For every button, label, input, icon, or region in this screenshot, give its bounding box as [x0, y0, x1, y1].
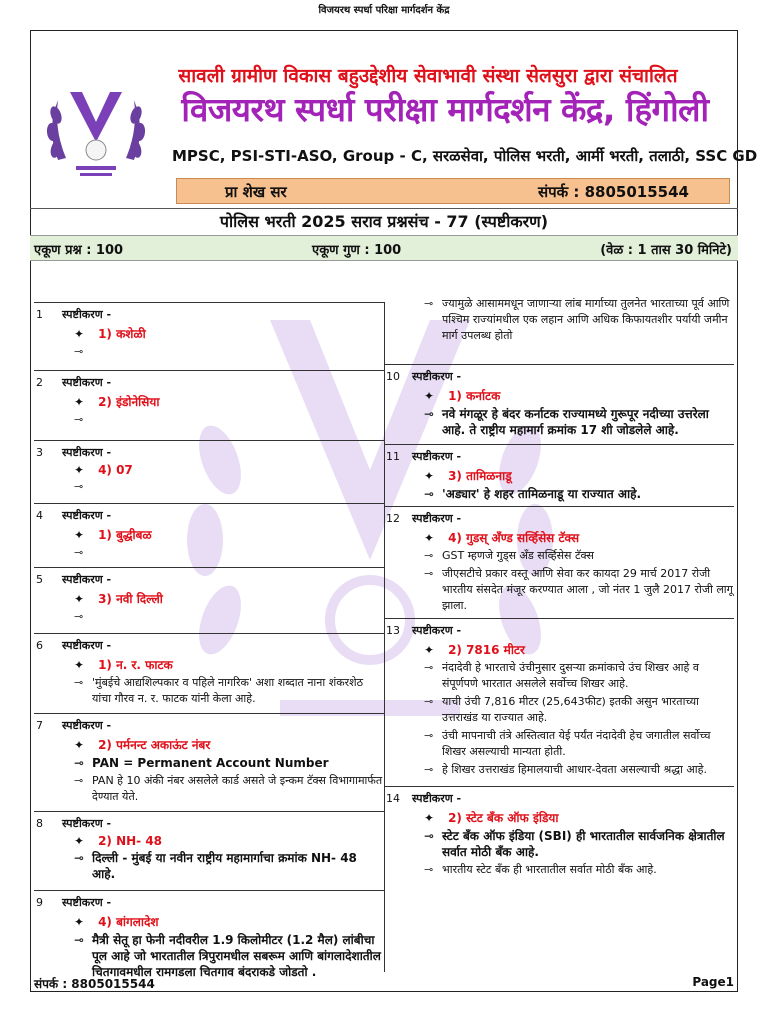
- bullet-icon: ⊸: [424, 661, 434, 674]
- question-number: 2: [36, 376, 43, 389]
- explanation-text: उंची मापनाची तंत्रे अस्तित्वात येई पर्यंत नंदादेवी हेच जगातील सर्वोच्च शिखर असल्याची मान्यता होती.: [442, 729, 711, 758]
- explanation-heading: स्पष्टीकरण -: [412, 450, 462, 463]
- answer: [424, 529, 734, 546]
- bullet-icon: ⊸: [424, 567, 434, 580]
- answer-text: 1) बुद्धीबळ: [98, 528, 152, 542]
- bullet-icon: ⊸: [424, 487, 435, 501]
- organization-subtitle: सावली ग्रामीण विकास बहुउद्देशीय सेवाभावी संस्था सेलसुरा द्वारा संचालित: [178, 65, 678, 87]
- explanation-text: मैत्री सेतू हा फेनी नदीवरील 1.9 किलोमीटर (1.2 मैल) लांबीचा पूल आहे जो भारतातील त्रिपुरामधील सबरूम आणि बांगलादेशातील चितगावमधील रामगडला चितगाव बंदराकडे जोडतो .: [92, 933, 381, 979]
- center-title: विजयरथ स्पर्धा परीक्षा मार्गदर्शन केंद्र, हिंगोली: [181, 90, 709, 129]
- bullet-icon: ⊸: [424, 407, 435, 421]
- question-block: [384, 786, 734, 884]
- bullet-icon: ⊸: [424, 695, 434, 708]
- explanation-point: [424, 566, 734, 614]
- question-block: [34, 567, 384, 633]
- explanation-text: 'अड्यार' हे शहर तामिळनाडू या राज्यात आहे.: [442, 487, 642, 501]
- answer-text: 2) इंडोनेसिया: [98, 395, 160, 409]
- explanation-point: [74, 479, 384, 495]
- explanation-point: [424, 728, 734, 760]
- explanation-heading: स्पष्टीकरण -: [62, 639, 112, 652]
- answer: [74, 913, 384, 930]
- answer-marker-icon: ✦: [74, 738, 85, 752]
- bullet-icon: ⊸: [74, 610, 84, 623]
- explanation-text: नंदादेवी हे भारताचे उंचीनुसार दुसऱ्या क्रमांकाचे उंच शिखर आहे व संपूर्णपणे भारतात असलेले सर्वोच्च शिखर आहे.: [442, 661, 699, 690]
- answer: [74, 656, 384, 673]
- bullet-icon: ⊸: [74, 933, 85, 947]
- answer-text: 2) NH- 48: [98, 834, 163, 848]
- question-number: 6: [36, 639, 43, 652]
- answer-text: 2) स्टेट बँक ऑफ इंडिया: [448, 811, 559, 825]
- question-number: 5: [36, 573, 43, 586]
- answer: [74, 590, 384, 607]
- explanation-text: GST म्हणजे गुड्स अँड सर्व्हिसेस टॅक्स: [442, 549, 594, 562]
- question-number: 9: [36, 896, 43, 909]
- answer-marker-icon: ✦: [424, 469, 435, 483]
- explanation-point: [424, 694, 734, 726]
- teacher-name: प्रा शेख सर: [225, 183, 287, 201]
- explanation-text: जीएसटीचे प्रकार वस्तू आणि सेवा कर कायदा 29 मार्च 2017 रोजी भारतीय संसदेत मंजूर करण्यात आला , जो नंतर 1 जुलै 2017 रोजी लागू झाला.: [442, 567, 733, 612]
- explanation-text: याची उंची 7,816 मीटर (25,643फीट) इतकी असुन भारताच्या उत्तराखंड या राज्यात आहे.: [442, 695, 700, 724]
- question-number: 7: [36, 719, 43, 732]
- question-number: 13: [386, 624, 400, 637]
- explanation-heading: स्पष्टीकरण -: [62, 719, 112, 732]
- title-divider: [30, 208, 738, 209]
- answer-text: 2) पर्मनन्ट अकाऊंट नंबर: [98, 738, 211, 752]
- bullet-icon: ⊸: [74, 676, 84, 689]
- answer-text: 4) 07: [98, 463, 133, 477]
- question-number: 10: [386, 370, 400, 383]
- right-column: [384, 297, 734, 884]
- page-number: Page1: [692, 975, 734, 989]
- answer-marker-icon: ✦: [74, 327, 85, 341]
- answer: [74, 736, 384, 753]
- answer-text: 2) 7816 मीटर: [448, 643, 525, 657]
- bullet-icon: ⊸: [424, 549, 434, 562]
- bullet-icon: ⊸: [424, 297, 434, 310]
- question-number: 4: [36, 509, 43, 522]
- answer: [74, 463, 384, 477]
- bullet-icon: ⊸: [424, 729, 434, 742]
- time-limit: (वेळ : 1 तास 30 मिनिटे): [600, 243, 732, 258]
- question-number: 8: [36, 817, 43, 830]
- explanation-heading: स्पष्टीकरण -: [62, 446, 112, 459]
- explanation-text: स्टेट बँक ऑफ इंडिया (SBI) ही भारतातील सार्वजनिक क्षेत्रातील सर्वात मोठी बँक आहे.: [442, 829, 725, 859]
- answer: [74, 393, 384, 410]
- answer: [424, 387, 734, 404]
- continuation-point: [424, 296, 734, 344]
- answer: [424, 641, 734, 658]
- answer-text: 1) कर्नाटक: [448, 389, 501, 403]
- bullet-icon: ⊸: [424, 763, 434, 776]
- explanation-text: भारतीय स्टेट बँक ही भारतातील सर्वात मोठी बँक आहे.: [442, 863, 657, 876]
- explanation-point: [74, 932, 384, 980]
- explanation-point: [424, 660, 734, 692]
- explanation-heading: स्पष्टीकरण -: [412, 370, 462, 383]
- explanation-point: [74, 412, 384, 428]
- answer-marker-icon: ✦: [424, 811, 435, 825]
- explanation-point: [74, 545, 384, 561]
- bullet-icon: ⊸: [74, 413, 84, 426]
- right-question-list: [384, 364, 734, 884]
- answer: [74, 834, 384, 848]
- question-number: 12: [386, 512, 400, 525]
- explanation-heading: स्पष्टीकरण -: [62, 308, 112, 321]
- answer-text: 4) बांगलादेश: [98, 915, 159, 929]
- question-block: [384, 364, 734, 444]
- explanation-point: [424, 406, 734, 438]
- explanation-heading: स्पष्टीकरण -: [62, 376, 112, 389]
- answer: [424, 467, 734, 484]
- answer-marker-icon: ✦: [74, 915, 85, 929]
- explanation-text: PAN हे 10 अंकी नंबर असलेले कार्ड असते जे इन्कम टॅक्स विभागामार्फत देण्यात येते.: [92, 774, 383, 803]
- explanation-text: नवे मंगळूर हे बंदर कर्नाटक राज्यामध्ये गुरूपूर नदीच्या उत्तरेला आहे. ते राष्ट्रीय महामार्ग क्रमांक 17 शी जोडलेले आहे.: [442, 407, 709, 437]
- bullet-icon: ⊸: [74, 774, 84, 787]
- teacher-contact: संपर्क : 8805015544: [538, 183, 689, 201]
- answer-text: 3) नवी दिल्ली: [98, 592, 163, 606]
- bullet-icon: ⊸: [424, 863, 434, 876]
- explanation-heading: स्पष्टीकरण -: [412, 792, 462, 805]
- explanation-text: हे शिखर उत्तराखंड हिमालयाची आधार-देवता असल्याची श्रद्धा आहे.: [442, 763, 707, 776]
- total-questions: एकूण प्रश्न : 100: [34, 243, 124, 258]
- explanation-point: [74, 850, 384, 882]
- explanation-point: [74, 755, 384, 771]
- explanation-point: [424, 828, 734, 860]
- answer-marker-icon: ✦: [74, 658, 85, 672]
- explanation-heading: स्पष्टीकरण -: [412, 624, 462, 637]
- answer: [424, 809, 734, 826]
- teacher-bar: [176, 178, 730, 204]
- answer-marker-icon: ✦: [424, 643, 435, 657]
- question-number: 1: [36, 308, 43, 321]
- question-block: [34, 713, 384, 811]
- sheet-title: पोलिस भरती 2025 सराव प्रश्नसंच - 77 (स्पष्टीकरण): [219, 212, 549, 231]
- info-bar: [30, 235, 738, 261]
- explanation-point: [424, 862, 734, 878]
- answer-marker-icon: ✦: [74, 528, 85, 542]
- bullet-icon: ⊸: [74, 851, 85, 865]
- answer: [74, 325, 384, 342]
- explanation-point: [74, 675, 384, 707]
- answer-text: 1) कशेळी: [98, 327, 146, 341]
- question-block: [34, 890, 384, 986]
- explanation-heading: स्पष्टीकरण -: [62, 509, 112, 522]
- question-number: 11: [386, 450, 400, 463]
- question-block: [384, 618, 734, 786]
- bullet-icon: ⊸: [74, 756, 85, 770]
- question-block: [34, 370, 384, 440]
- explanation-heading: स्पष्टीकरण -: [62, 896, 112, 909]
- bullet-icon: ⊸: [74, 345, 84, 358]
- explanation-point: [74, 344, 384, 360]
- question-block: [34, 633, 384, 713]
- answer-marker-icon: ✦: [74, 463, 85, 477]
- answer-text: 3) तामिळनाडू: [448, 469, 512, 483]
- answer-marker-icon: ✦: [74, 834, 85, 848]
- logo-icon: [36, 70, 156, 188]
- question-number: 3: [36, 446, 43, 459]
- footer-contact: संपर्क : 8805015544: [34, 977, 155, 991]
- left-column: [34, 302, 384, 986]
- answer-text: 4) गुडस् अँण्ड सर्व्हिसेस टॅक्स: [448, 531, 580, 545]
- question-block: [34, 302, 384, 370]
- question-block: [384, 444, 734, 506]
- question-block: [384, 506, 734, 618]
- explanation-point: [424, 548, 734, 564]
- question-block: [34, 811, 384, 890]
- answer: [74, 526, 384, 543]
- explanation-point: [424, 762, 734, 778]
- bullet-icon: ⊸: [74, 480, 84, 493]
- answer-marker-icon: ✦: [74, 592, 85, 606]
- answer-marker-icon: ✦: [424, 389, 435, 403]
- question-block: [34, 503, 384, 567]
- question-block: [34, 440, 384, 503]
- continuation-text: ज्यामुळे आसाममधून जाणाऱ्या लांब मार्गाच्या तुलनेत भारताच्या पूर्व आणि पश्चिम राज्यांमधील एक लहान आणि अधिक किफायतशीर पर्यायी जमीन मार्ग उपलब्ध होतो: [442, 297, 730, 342]
- explanation-heading: स्पष्टीकरण -: [62, 817, 112, 830]
- answer-marker-icon: ✦: [424, 531, 435, 545]
- question-number: 14: [386, 792, 400, 805]
- explanation-heading: स्पष्टीकरण -: [412, 512, 462, 525]
- explanation-point: [424, 486, 734, 502]
- answer-text: 1) न. र. फाटक: [98, 658, 173, 672]
- explanation-point: [74, 609, 384, 625]
- bullet-icon: ⊸: [74, 546, 84, 559]
- exam-list: MPSC, PSI-STI-ASO, Group - C, सरळसेवा, पोलिस भरती, आर्मी भरती, तलाठी, SSC GD: [172, 147, 758, 165]
- explanation-text: 'मुंबईचे आद्यशिल्पकार व पहिले नागरिक' अशा शब्दात नाना शंकरशेठ यांचा गौरव न. र. फाटक यांनी केला आहे.: [92, 676, 364, 705]
- explanation-text: दिल्ली - मुंबई या नवीन राष्ट्रीय महामार्गाचा क्रमांक NH- 48 आहे.: [92, 851, 357, 881]
- bullet-icon: ⊸: [424, 829, 435, 843]
- total-marks: एकूण गुण : 100: [312, 243, 402, 258]
- explanation-text: PAN = Permanent Account Number: [92, 756, 329, 770]
- explanation-heading: स्पष्टीकरण -: [62, 573, 112, 586]
- top-line: विजयरथ स्पर्धा परिक्षा मार्गदर्शन केंद्र: [318, 5, 450, 16]
- explanation-point: [74, 773, 384, 805]
- answer-marker-icon: ✦: [74, 395, 85, 409]
